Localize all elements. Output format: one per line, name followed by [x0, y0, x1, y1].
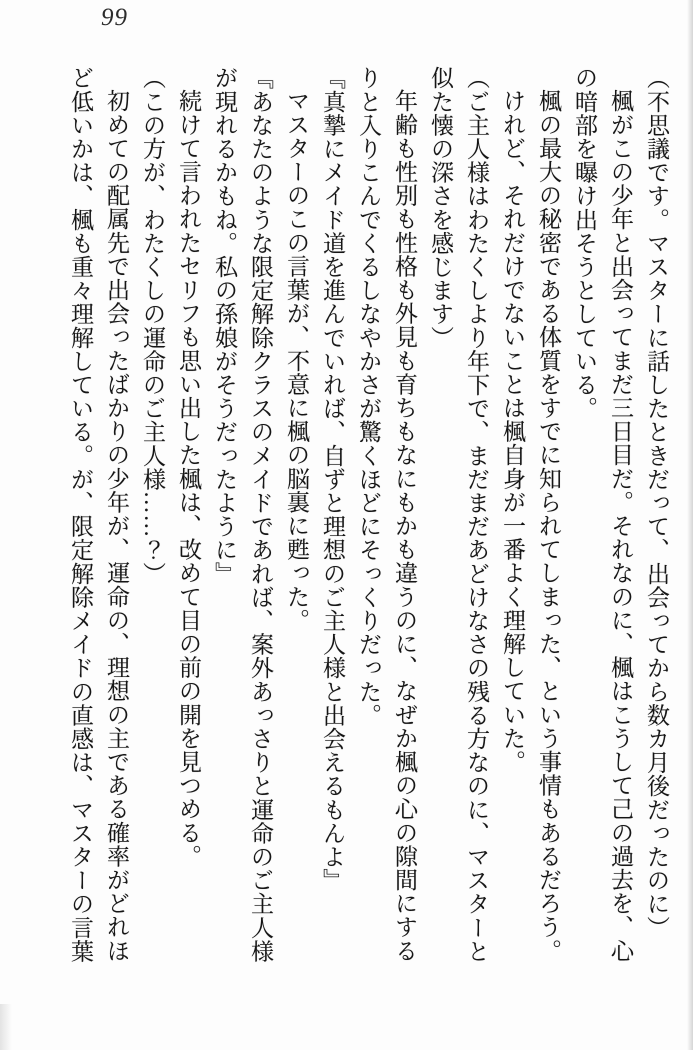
corner-shadow: [0, 1004, 12, 1050]
body-text: [62, 66, 674, 978]
paragraph: 楓の最大の秘密である体質をすでに知られてしまった、という事情もあるだろう。: [536, 89, 561, 963]
paragraph: マスターのこの言葉が、不意に楓の脳裏に甦った。: [284, 89, 309, 632]
paragraph: 年齢も性別も性格も外見も育ちもなにもかも違うのに、なぜか楓の心の隙間にするりと入りこんでくるしなやかさが驚くほどにそっくりだった。: [356, 66, 417, 963]
page-edge-shading: [687, 0, 693, 1050]
paragraph: けれど、それだけでないことは楓自身が一番よく理解していた。: [500, 89, 525, 774]
paragraph: （ご主人様はわたくしより年下で、まだまだあどけなさの残る方なのに、マスターと似た懐の深さを感じます）: [428, 66, 489, 963]
paragraph: （この方が、わたくしの運命のご主人様……？）: [140, 66, 165, 586]
page-number: 99: [101, 4, 128, 31]
paragraph: 『真摯にメイド道を進んでいれば、自ずと理想のご主人様と出会えるもんよ』: [320, 66, 345, 892]
paragraph: 初めての配属先で出会ったばかりの少年が、運命の、理想の主である確率がどれほど低いかは、楓も重々理解している。が、限定解除メイドの直感は、マスターの言葉: [68, 66, 129, 963]
paragraph: 続けて言われたセリフも思い出した楓は、改めて目の前の開を見つめる。: [176, 89, 201, 868]
paragraph: 『あなたのような限定解除クラスのメイドであれば、案外あっさりと運命のご主人様が現れるかもね。私の孫娘がそうだったように』: [212, 66, 273, 963]
paragraph: 楓がこの少年と出会ってまだ三日目だ。それなのに、楓はこうして己の過去を、心の暗部を曝け出そうとしている。: [572, 66, 633, 963]
paragraph: （不思議です。マスターに話したときだって、出会ってから数カ月後だったのに）: [644, 66, 669, 940]
